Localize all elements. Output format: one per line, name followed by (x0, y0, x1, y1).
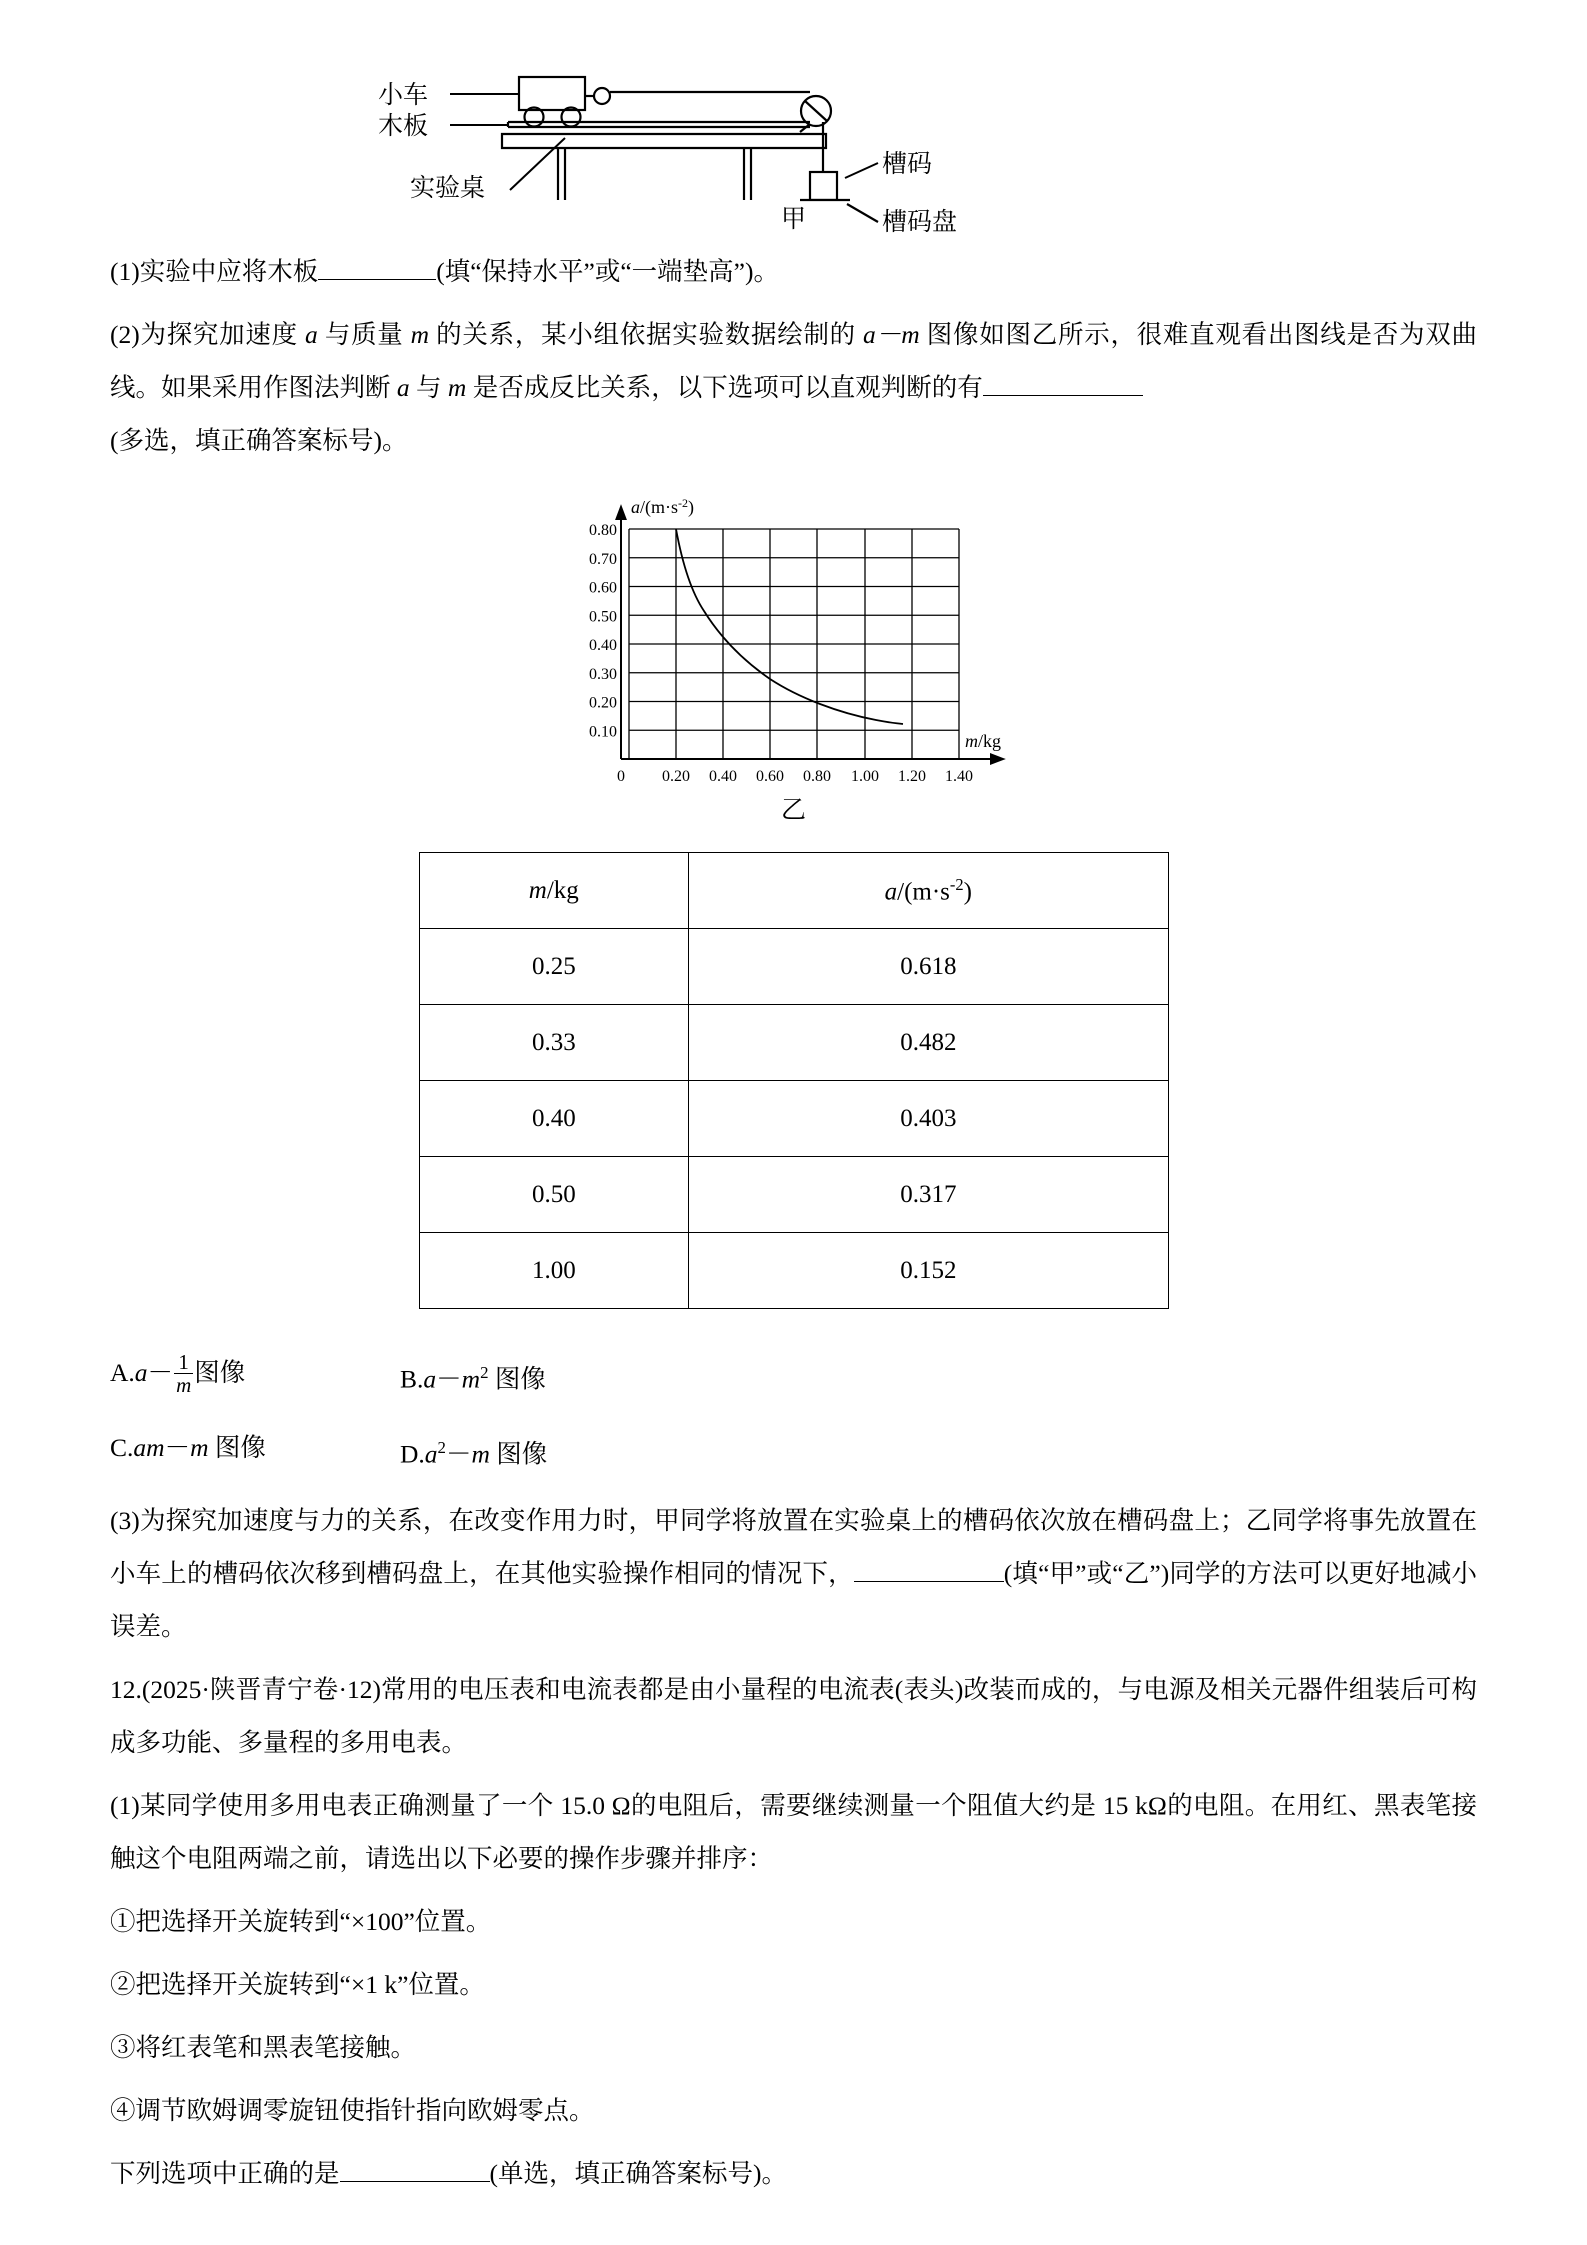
question-12-step-4: ④调节欧姆调零旋钮使指针指向欧姆零点。 (110, 2096, 595, 2125)
question-12-step-3: ③将红表笔和黑表笔接触。 (110, 2033, 417, 2062)
q12-final-suffix: (单选，填正确答案标号)。 (489, 2159, 787, 2188)
ytick-0-80: 0.80 (588, 522, 617, 539)
option-c-tail: 图像 (208, 1432, 266, 1462)
option-c-var2: m (190, 1432, 209, 1462)
options-list (110, 1343, 1477, 1484)
q1-answer-blank[interactable] (318, 279, 436, 280)
xtick-1-40: 1.40 (944, 768, 973, 785)
q2-t6: 是否成反比关系，以下选项可以直观判断的有 (466, 373, 983, 402)
cell-mass: 1.00 (419, 1233, 689, 1309)
table-body (419, 929, 1168, 1309)
cell-acceleration: 0.618 (689, 929, 1168, 1005)
ytick-0-20: 0.20 (588, 694, 617, 712)
ytick-0-10: 0.10 (588, 723, 617, 741)
ytick-0-40: 0.40 (588, 637, 617, 654)
xtick-0-20: 0.20 (661, 768, 690, 785)
option-a-label: A. (110, 1358, 135, 1387)
figure-caption-yi: 乙 (780, 797, 806, 824)
q2-t7: (多选，填正确答案标号)。 (110, 426, 408, 455)
ytick-0-60: 0.60 (588, 579, 617, 597)
xtick-0-40: 0.40 (708, 768, 737, 785)
option-d-exponent: 2 (437, 1437, 446, 1457)
q1-suffix: (填“保持水平”或“一端垫高”)。 (436, 257, 779, 286)
q2-t3: 的关系，某小组依据实验数据绘制的 (429, 320, 864, 349)
option-a-dash: － (147, 1358, 174, 1387)
option-d[interactable] (400, 1418, 700, 1485)
q2-t1: (2)为探究加速度 (110, 320, 305, 349)
header-mass: m/kg (419, 853, 689, 929)
option-b-tail: 图像 (488, 1364, 546, 1394)
options-row-1 (110, 1343, 1477, 1410)
table-row (419, 1157, 1168, 1233)
table-row (419, 1233, 1168, 1309)
q3-text1: (3)为探究加速度与力的关系，在改变作用力时，甲同学将放置在实验桌上的槽码依次放在槽码盘上；乙同学将事先放置在小车上的槽码依次移到槽码盘上，在其他实验操作相同的情况下， (110, 1506, 1477, 1588)
label-weight-pan: 槽码盘 (882, 207, 958, 236)
option-c-dash: － (164, 1432, 191, 1462)
q2-answer-blank[interactable] (983, 395, 1143, 396)
option-b-var: a (423, 1364, 437, 1394)
q1-prefix: (1)实验中应将木板 (110, 257, 319, 286)
cell-acceleration: 0.482 (689, 1005, 1168, 1081)
q2-var-a2: a (396, 373, 410, 402)
question-2 (110, 308, 1477, 467)
label-weights: 槽码 (882, 149, 933, 178)
option-b-exponent: 2 (480, 1363, 489, 1382)
data-table-wrap (110, 852, 1477, 1309)
option-a-tail: 图像 (194, 1358, 246, 1387)
option-b-base: m (461, 1364, 481, 1394)
question-12-sub1: (1)某同学使用多用电表正确测量了一个 15.0 Ω的电阻后，需要继续测量一个阻值大约是 15 kΩ的电阻。在用红、黑表笔接触这个电阻两端之前，请选出以下必要的操作步骤并排序： (110, 1791, 1477, 1873)
question-1 (110, 245, 1477, 298)
q2-var-m2: m (447, 373, 467, 402)
x-axis-label: m/kg (964, 731, 1001, 751)
q2-expr-am: a－m (863, 320, 920, 349)
option-c-label: C. (110, 1432, 134, 1462)
question-12-step-1: ①把选择开关旋转到“×100”位置。 (110, 1907, 492, 1936)
question-12-step-2: ②把选择开关旋转到“×1 k”位置。 (110, 1970, 485, 1999)
q2-t5: 与 (409, 373, 448, 402)
q3-text2: (填“甲”或“乙”)同学的方法可以更好地减小误差。 (110, 1559, 1477, 1641)
cell-mass: 0.50 (419, 1157, 689, 1233)
table-row (419, 1005, 1168, 1081)
option-b[interactable] (400, 1343, 700, 1410)
xtick-0-60: 0.60 (755, 768, 784, 785)
label-board: 木板 (378, 111, 429, 140)
a-m-graph (559, 489, 1029, 789)
label-table: 实验桌 (410, 173, 486, 200)
option-b-label: B. (400, 1364, 424, 1394)
option-d-var2: m (471, 1439, 490, 1468)
option-d-label: D. (400, 1439, 425, 1468)
option-d-var: a (424, 1439, 438, 1468)
option-c[interactable] (110, 1418, 400, 1485)
option-b-dash: － (436, 1364, 462, 1394)
cell-mass: 0.40 (419, 1081, 689, 1157)
option-d-tail: 图像 (489, 1439, 548, 1468)
weight-pan-group (110, 178, 1477, 238)
xtick-0: 0 (616, 768, 625, 785)
q12-final-prefix: 下列选项中正确的是 (110, 2159, 340, 2188)
option-a-fraction (174, 1351, 193, 1396)
option-d-dash: － (445, 1439, 472, 1468)
chart-yi (110, 489, 1477, 794)
question-3 (110, 1494, 1477, 1653)
label-cart: 小车 (378, 80, 429, 109)
table-row (419, 1081, 1168, 1157)
q12-answer-blank[interactable] (340, 2181, 490, 2182)
options-row-2 (110, 1418, 1477, 1485)
option-c-expr: am (133, 1432, 165, 1462)
cell-acceleration: 0.317 (689, 1157, 1168, 1233)
header-acceleration: $a/(m\cdot s^{-2})$ (689, 853, 1168, 929)
xtick-1-00: 1.00 (850, 768, 879, 785)
table-header-row (419, 853, 1168, 929)
cell-mass: 0.25 (419, 929, 689, 1005)
xtick-0-80: 0.80 (802, 768, 831, 785)
fraction-numerator: 1 (178, 1349, 189, 1374)
q2-var-a1: a (304, 320, 318, 349)
question-12-stem: 12.(2025·陕晋青宁卷·12)常用的电压表和电流表都是由小量程的电流表(表头)改装而成的，与电源及相关元器件组装后可构成多功能、多量程的多用电表。 (110, 1675, 1477, 1757)
figure-caption-jia: 甲 (780, 206, 806, 233)
cell-acceleration: 0.403 (689, 1081, 1168, 1157)
fraction-denominator: m (176, 1372, 192, 1397)
apparatus-figure-jia (110, 0, 1477, 236)
option-a-var: a (134, 1358, 148, 1387)
table-row (419, 929, 1168, 1005)
question-12-final (110, 2147, 1477, 2200)
xtick-1-20: 1.20 (897, 768, 926, 785)
ytick-0-30: 0.30 (588, 665, 617, 683)
cell-acceleration: 0.152 (689, 1233, 1168, 1309)
q2-t4: 图像如图乙所示，很难直观看出图线是否为双曲线。如果采用作图法判断 (110, 320, 1477, 402)
data-table (419, 852, 1169, 1309)
q2-t2: 与质量 (317, 320, 411, 349)
y-axis-label: $a/(m\cdot s^{-2})$ (630, 496, 694, 517)
option-a[interactable] (110, 1343, 400, 1410)
cell-mass: 0.33 (419, 1005, 689, 1081)
q2-var-m1: m (410, 320, 430, 349)
ytick-0-50: 0.50 (588, 608, 617, 626)
q3-answer-blank[interactable] (854, 1581, 1004, 1582)
apparatus-diagram (110, 0, 1477, 200)
ytick-0-70: 0.70 (588, 550, 617, 568)
